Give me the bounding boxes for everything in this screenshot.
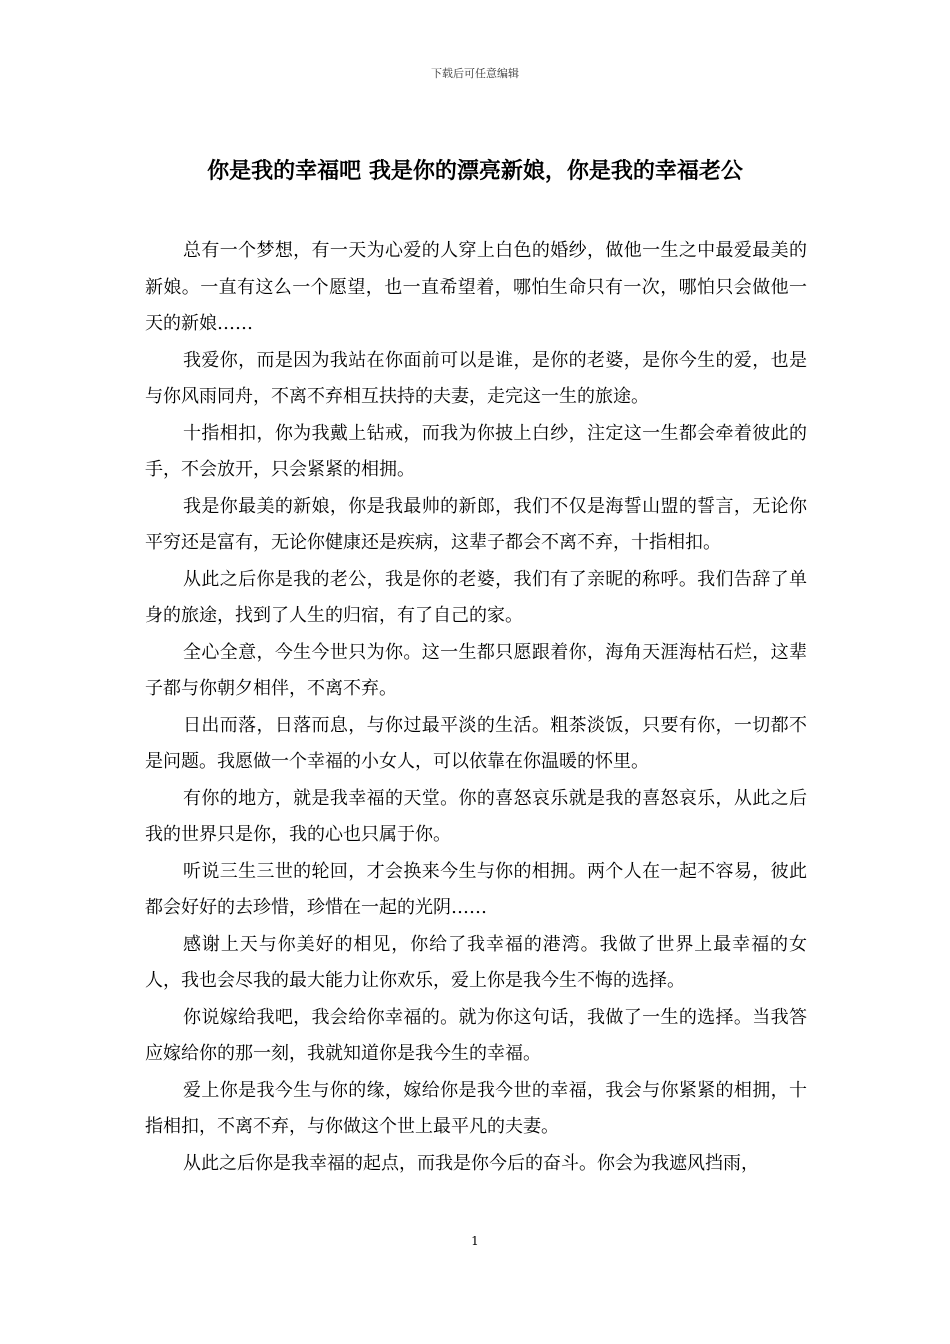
paragraph-13: 从此之后你是我幸福的起点，而我是你今后的奋斗。你会为我遮风挡雨， — [183, 1152, 759, 1174]
article-body — [145, 233, 807, 1182]
page-number: 1 — [471, 1234, 479, 1248]
paragraph-9: 听说三生三世的轮回，才会换来今生与你的相拥。两个人在一起不容易，彼此都会好好的去珍惜，珍惜在一起的光阴…… — [145, 860, 807, 918]
paragraph-8: 有你的地方，就是我幸福的天堂。你的喜怒哀乐就是我的喜怒哀乐，从此之后我的世界只是你，我的心也只属于你。 — [145, 787, 807, 845]
paragraph-11: 你说嫁给我吧，我会给你幸福的。就为你这句话，我做了一生的选择。当我答应嫁给你的那一刻，我就知道你是我今生的幸福。 — [145, 1006, 807, 1064]
paragraph-4: 我是你最美的新娘，你是我最帅的新郎，我们不仅是海誓山盟的誓言，无论你平穷还是富有，无论你健康还是疾病，这辈子都会不离不弃，十指相扣。 — [145, 495, 807, 553]
document-title: 你是我的幸福吧 我是你的漂亮新娘，你是我的幸福老公 — [207, 158, 743, 184]
paragraph-5: 从此之后你是我的老公，我是你的老婆，我们有了亲昵的称呼。我们告辞了单身的旅途，找到了人生的归宿，有了自己的家。 — [145, 568, 807, 626]
paragraph-2: 我爱你，而是因为我站在你面前可以是谁，是你的老婆，是你今生的爱，也是与你风雨同舟，不离不弃相互扶持的夫妻，走完这一生的旅途。 — [145, 349, 807, 407]
paragraph-7: 日出而落，日落而息，与你过最平淡的生活。粗茶淡饭，只要有你，一切都不是问题。我愿做一个幸福的小女人，可以依靠在你温暖的怀里。 — [145, 714, 807, 772]
paragraph-10: 感谢上天与你美好的相见，你给了我幸福的港湾。我做了世界上最幸福的女人，我也会尽我的最大能力让你欢乐，爱上你是我今生不悔的选择。 — [145, 933, 807, 991]
paragraph-6: 全心全意，今生今世只为你。这一生都只愿跟着你，海角天涯海枯石烂，这辈子都与你朝夕相伴，不离不弃。 — [145, 641, 807, 699]
paragraph-1: 总有一个梦想，有一天为心爱的人穿上白色的婚纱，做他一生之中最爱最美的新娘。一直有这么一个愿望，也一直希望着，哪怕生命只有一次，哪怕只会做他一天的新娘…… — [145, 240, 807, 334]
paragraph-12: 爱上你是我今生与你的缘，嫁给你是我今世的幸福，我会与你紧紧的相拥，十指相扣，不离不弃，与你做这个世上最平凡的夫妻。 — [145, 1079, 807, 1137]
paragraph-3: 十指相扣，你为我戴上钻戒，而我为你披上白纱，注定这一生都会牵着彼此的手，不会放开，只会紧紧的相拥。 — [145, 422, 807, 480]
header-note: 下载后可任意编辑 — [431, 67, 519, 80]
